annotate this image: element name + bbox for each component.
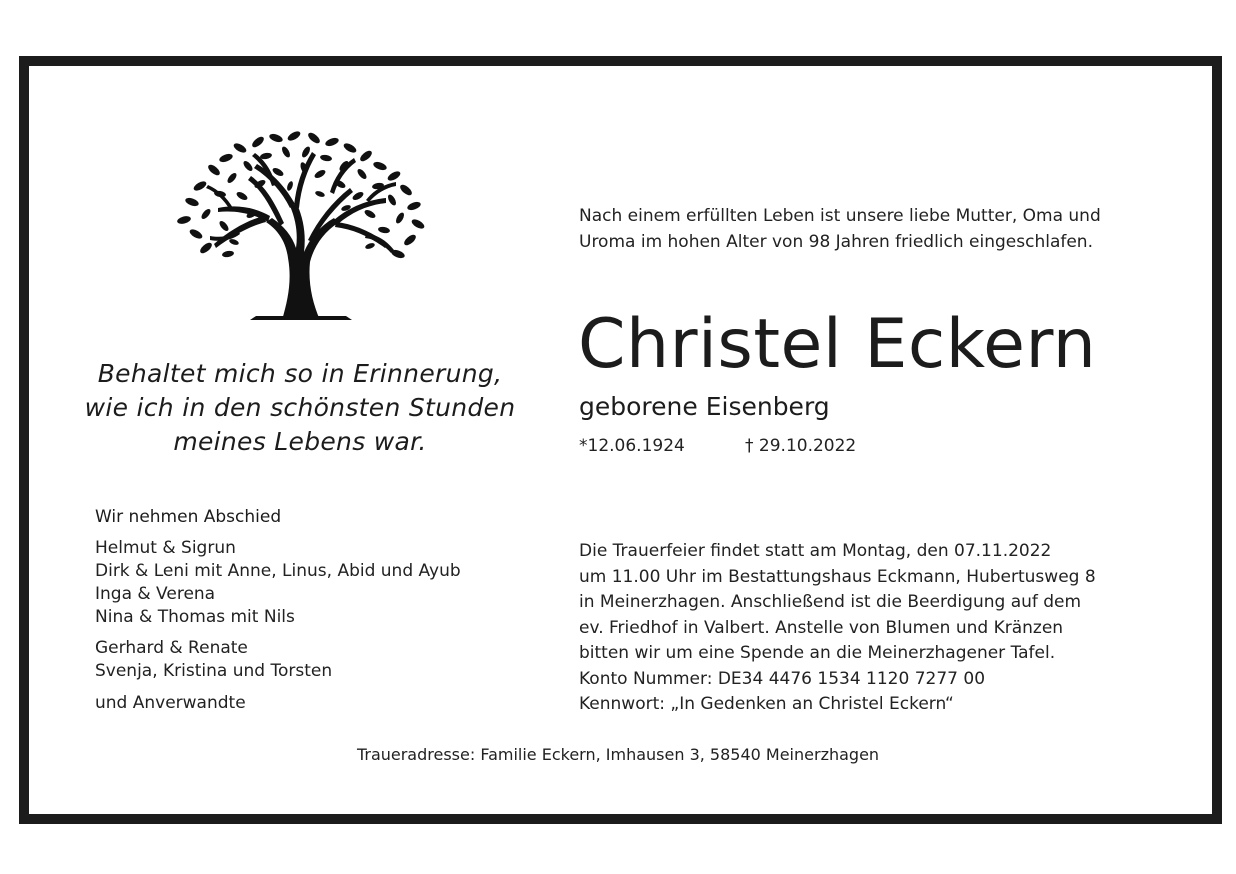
- family-line: Svenja, Kristina und Torsten: [95, 661, 333, 681]
- birth-name: geborene Eisenberg: [579, 392, 830, 421]
- service-line: Konto Nummer: DE34 4476 1534 1120 7277 00: [579, 668, 986, 689]
- birth-date: *12.06.1924: [579, 436, 685, 456]
- memorial-quote: [60, 357, 540, 459]
- family-group: [95, 637, 332, 683]
- family-group: [95, 692, 246, 715]
- service-line: in Meinerzhagen. Anschließend ist die Beerdigung auf dem: [579, 592, 1082, 612]
- family-line: Dirk & Leni mit Anne, Linus, Abid und Ayub: [95, 561, 461, 581]
- service-line: bitten wir um eine Spende an die Meinerzhagener Tafel.: [579, 643, 1056, 663]
- deceased-name: Christel Eckern: [578, 305, 1097, 384]
- family-line: Helmut & Sigrun: [95, 538, 236, 558]
- family-line: Gerhard & Renate: [95, 638, 248, 658]
- service-details: [579, 539, 1179, 718]
- family-line: und Anverwandte: [95, 693, 246, 713]
- quote-line: Behaltet mich so in Erinnerung,: [97, 359, 503, 388]
- intro-text: [579, 203, 1179, 255]
- service-line: Die Trauerfeier findet statt am Montag, den 07.11.2022: [579, 541, 1052, 561]
- family-group: [95, 537, 461, 629]
- quote-line: wie ich in den schönsten Stunden: [84, 393, 516, 422]
- farewell-heading: Wir nehmen Abschied: [95, 507, 282, 527]
- intro-line: Nach einem erfüllten Leben ist unsere liebe Mutter, Oma und: [579, 206, 1101, 226]
- death-date: † 29.10.2022: [745, 436, 857, 456]
- family-line: Nina & Thomas mit Nils: [95, 607, 295, 627]
- quote-line: meines Lebens war.: [173, 427, 427, 456]
- intro-line: Uroma im hohen Alter von 98 Jahren friedlich eingeschlafen.: [579, 232, 1093, 252]
- mourning-address: Traueradresse: Familie Eckern, Imhausen 3, 58540 Meinerzhagen: [356, 745, 880, 764]
- service-line: um 11.00 Uhr im Bestattungshaus Eckmann, Hubertusweg 8: [579, 566, 1096, 587]
- service-line: Kennwort: „In Gedenken an Christel Eckern“: [579, 694, 954, 714]
- family-line: Inga & Verena: [95, 584, 216, 604]
- service-line: ev. Friedhof in Valbert. Anstelle von Blumen und Kränzen: [579, 617, 1064, 638]
- tree-of-life-icon: [170, 130, 432, 322]
